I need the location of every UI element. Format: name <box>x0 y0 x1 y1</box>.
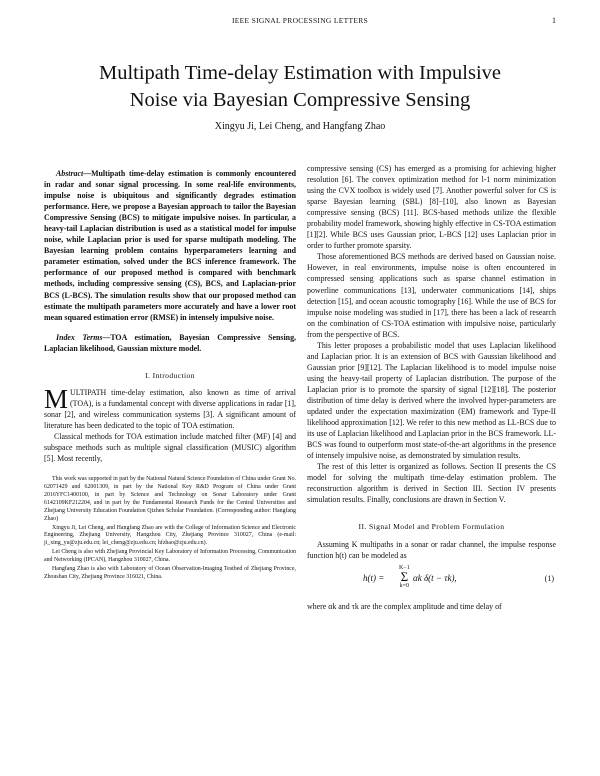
intro-paragraph-2: Classical methods for TOA estimation include matched filter (MF) [4] and subspace methods such as multiple signal classification (MUSIC) algorithm [5]. Most recently, <box>44 431 296 464</box>
abstract-text: —Multipath time-delay estimation is commonly encountered in radar and sonar signal processing. In some real-life environments, impulse noise is ubiquitous and significantly degrades estimation performance. Here, we propose a Bayesian approach to tailor the Bayesian Compressive Sensing (BCS) to mitigate impulsive noises. In particular, a heavy-tail Laplacian distribution is used as a statistical model for impulse noise, while Laplacian prior is used for sparse multipath modeling. The Bayesian learning problem contains hyperparameters learning and parameter estimation, solved under the BCS inference framework. The performance of our proposed method is compared with benchmark methods, including compressive sensing (CS), BCS, and Laplacian-prior BCS (L-BCS). The simulation results show that our proposed method can estimate the multipath parameters more accurately and have a lower root mean squared estimation error (RMSE) in intensely impulsive noise. <box>44 169 296 322</box>
section2-paragraph-1: Assuming K multipaths in a sonar or radar channel, the impulse response function h(t) can be modeled as <box>307 539 556 560</box>
footnote-affiliation: Xingyu Ji, Lei Cheng, and Hangfang Zhao are with the College of Information Science and Electronic Engineering, Zhejiang University, Hangzhou City, Zhejiang Province 310027, China (e-mail: ji_xing_yu@zju.edu.cn; lei_cheng@zju.edu.cn; hfzhao@zju.edu.cn). <box>44 524 296 547</box>
abstract <box>44 168 296 323</box>
section-heading-introduction: I. Introduction <box>145 370 195 380</box>
right-column <box>307 163 556 612</box>
equation-lhs: h(t) = <box>363 572 385 583</box>
author-list: Xingyu Ji, Lei Cheng, and Hangfang Zhao <box>214 121 386 132</box>
summation-lower-limit: k=0 <box>399 582 410 589</box>
equation-rhs: αk δ(t − τk), <box>413 572 457 583</box>
left-column <box>44 168 296 583</box>
footnote-lei-cheng: Lei Cheng is also with Zhejiang Provincial Key Laboratory of Information Processing, Communication and Networking (IPCAN), Hangzhou 310027, China. <box>44 549 296 564</box>
index-terms-text: —TOA estimation, Bayesian Compressive Sensing, Laplacian likelihood, Gaussian mixture model. <box>44 332 296 353</box>
running-head: IEEE SIGNAL PROCESSING LETTERS <box>231 16 368 25</box>
summation-sigma: Σ <box>400 568 409 584</box>
intro-paragraph-1 <box>44 383 296 431</box>
section2-paragraph-2: where αk and τk are the complex amplitude and time delay of <box>307 601 502 611</box>
body-paragraph-4: The rest of this letter is organized as follows. Section II presents the CS model for solving the multipath time-delay estimation problem. The reconstruction algorithm is derived in Section III. Section IV presents simulation results. Finally, conclusions are drawn in Section V. <box>307 462 556 505</box>
title-line-1: Multipath Time-delay Estimation with Impulsive <box>98 62 501 84</box>
index-terms-label: Index Terms <box>56 332 103 342</box>
equation-1 <box>307 565 556 599</box>
footnote-funding: This work was supported in part by the National Natural Science Foundation of China under Grant No. 62071429 and 62001309, in part by the National Key R&D Program of China under Grant 2016YFC1400100, in part by Science and Technology on Sonar Laboratory under Grant 6142109KF212204, and in part by the Fundamental Research Funds for the Central Universities and Zhejiang University Education Foundation Qizhen Scholar Foundation. (Corresponding author: Hangfang Zhao) <box>44 476 296 522</box>
title-line-2: Noise via Bayesian Compressive Sensing <box>129 89 471 111</box>
paper-title <box>40 60 560 114</box>
body-paragraph-2: Those aforementioned BCS methods are derived based on Gaussian noise. However, in real environments, impulse noise is often encountered in compressed sensing applications such as sparse channel estimation in powerline communications [13], underwater communications [14], ships detection [15], and ocean acoustic tomography [16]. While the use of BCS for impulse noise modeling was studied in [17], there has been a lack of research on the combination of CS-TOA estimation with impulsive noise, particularly from the perspective of BCS. <box>307 252 556 339</box>
page-number: 1 <box>552 16 556 25</box>
footnotes <box>44 476 296 582</box>
abstract-label: Abstract <box>56 169 84 178</box>
body-paragraph-3: This letter proposes a probabilistic model that uses Laplacian likelihood and Laplacian prior. It is an extension of BCS with Gaussian likelihood and Gaussian prior [9][12]. The Laplacian likelihood is to model impulse noise using the heavy-tail property of Laplacian distribution. The purpose of the Laplacian prior is to promote the sparsity of signal [12][18]. The posterior distribution of time delay is derived where the involved hyper-parameters are updated under the expectation maximization (EM) framework and Type-II likelihood approximation [12]. We refer to this new method as LL-BCS due to its use of Laplacian likelihood and Laplacian prior in the BCS framework. LL-BCS was found to outperform most state-of-the-art algorithms in the presence of intensely impulsive noise, as demonstrated by simulation results. <box>307 340 556 461</box>
summation <box>399 565 410 589</box>
drop-cap: M <box>44 383 69 414</box>
index-terms <box>44 332 296 354</box>
intro-paragraph-1-text: ULTIPATH time-delay estimation, also known as time of arrival (TOA), is a fundamental concept with diverse applications in radar [1], sonar [2], and wireless communication systems [3]. A significant amount of literature has been dedicated to the topic of TOA estimation. <box>44 387 296 430</box>
section-heading-signal-model: II. Signal Model and Problem Formulation <box>358 522 505 532</box>
body-paragraph-1: compressive sensing (CS) has emerged as a promising for achieving higher resolution [6]. The convex optimization method for l-1 norm minimization using the CVX toolbox is widely used [7]. Another powerful solver for CS is sparse Bayesian learning (SBL) [8]−[10], also known as Bayesian compressive sensing (BCS) [11]. BCS-based methods utilize the flexible probability model framework, showing highly effective in CS-TOA estimation [1][2]. While BCS uses Gaussian prior, L-BCS [12] uses Laplacian prior in order to further promote sparsity. <box>307 164 556 251</box>
equation-number: (1) <box>544 573 554 583</box>
footnote-hangfang-zhao: Hangfang Zhao is also with Laboratory of Ocean Observation-Imaging Testbed of Zhejiang Province, Zhoushan City, Zhejiang Province 316021, China. <box>44 566 296 580</box>
summation-upper-limit: K−1 <box>399 564 410 571</box>
